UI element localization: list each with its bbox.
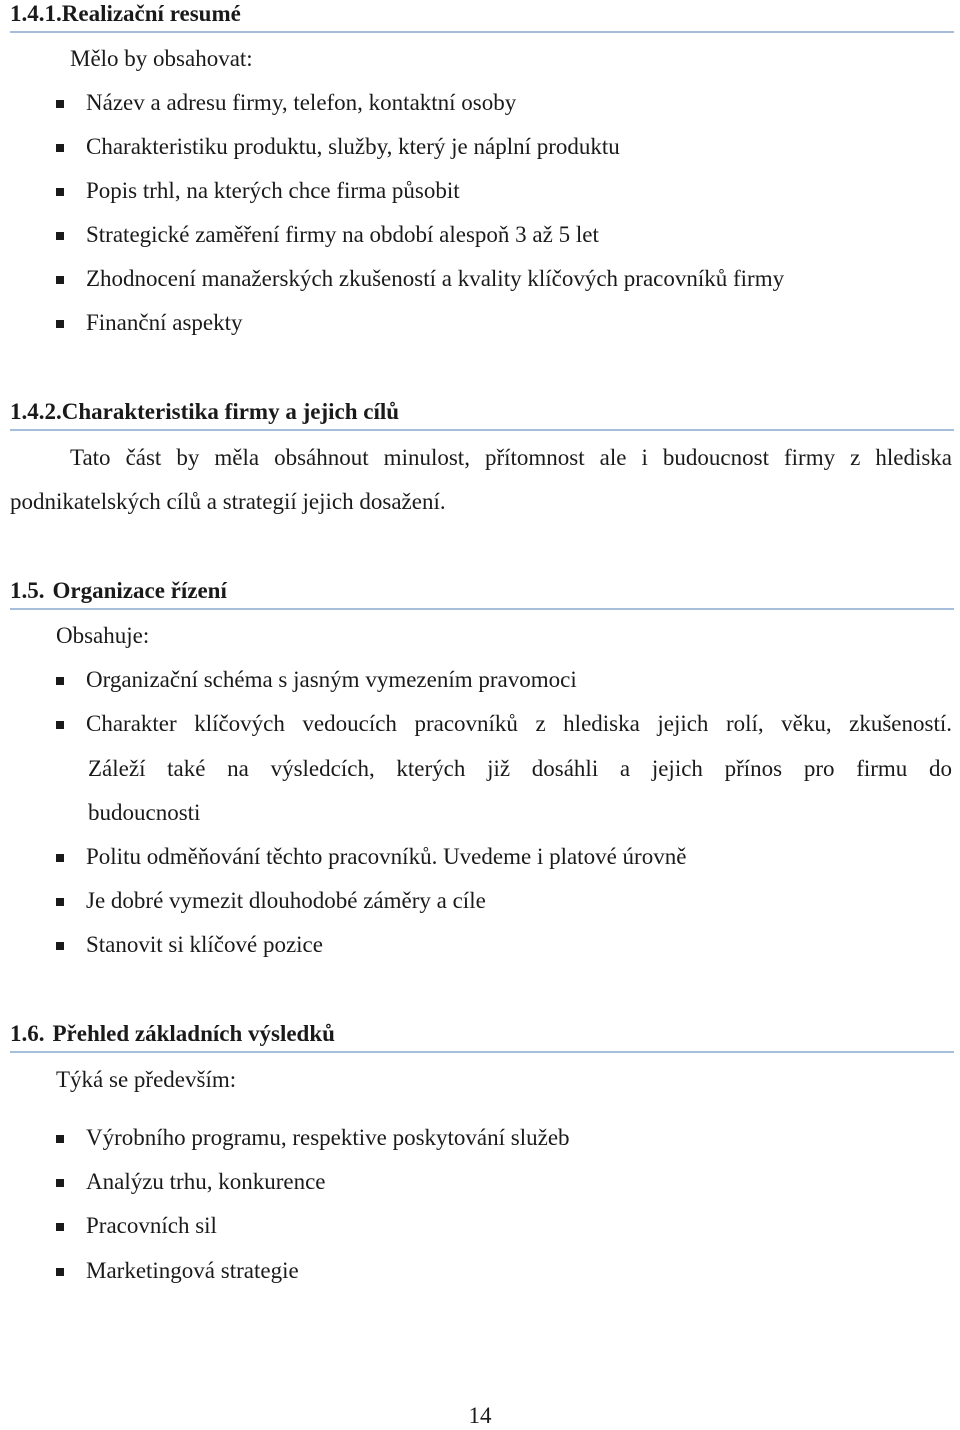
heading-1-4-1 [10,0,954,33]
bullet-icon [56,942,64,950]
heading-title: Organizace řízení [52,578,227,603]
heading-number: 1.5. [10,578,45,603]
page-number: 14 [468,1403,492,1428]
bullet-icon [56,854,64,862]
list-item: Výrobního programu, respektive poskytování služeb [86,1125,570,1150]
bullet-icon [56,677,64,685]
list-item: Popis trhl, na kterých chce firma působit [86,178,460,203]
bullet-icon [56,1135,64,1143]
heading-title: Přehled základních výsledků [52,1021,335,1046]
list-item: Finanční aspekty [86,310,243,335]
bullet-icon [56,1268,64,1276]
heading-title: Charakteristika firmy a jejich cílů [61,399,400,424]
intro-text: Týká se především: [56,1067,237,1092]
list-item-line: Charakter klíčových vedoucích pracovníků z hlediska jejich rolí, věku, zkušeností. [86,711,952,736]
list-item: Organizační schéma s jasným vymezením pravomoci [86,667,577,692]
intro-text: Mělo by obsahovat: [70,46,253,71]
bullet-icon [56,276,64,284]
list-item: Politu odměňování těchto pracovníků. Uvedeme i platové úrovně [86,844,687,869]
bullet-icon [56,1223,64,1231]
bullet-icon [56,232,64,240]
list-item: Analýzu trhu, konkurence [86,1169,326,1194]
bullet-icon [56,144,64,152]
heading-number: 1.6. [10,1021,45,1046]
list-item: Marketingová strategie [86,1258,299,1283]
heading-number: 1.4.1. [10,1,62,26]
list-item: Pracovních sil [86,1213,217,1238]
heading-1-6 [10,1020,954,1053]
paragraph-line: podnikatelských cílů a strategií jejich dosažení. [10,489,446,514]
bullet-icon [56,721,64,729]
heading-title: Realizační resumé [61,1,241,26]
bullet-icon [56,898,64,906]
list-item: Stanovit si klíčové pozice [86,932,323,957]
list-item: Charakteristiku produktu, služby, který je náplní produktu [86,134,620,159]
bullet-icon [56,188,64,196]
paragraph-line: Tato část by měla obsáhnout minulost, přítomnost ale i budoucnost firmy z hlediska [70,445,952,470]
intro-text: Obsahuje: [56,623,150,648]
bullet-icon [56,1179,64,1187]
list-item: Je dobré vymezit dlouhodobé záměry a cíle [86,888,486,913]
list-item: Strategické zaměření firmy na období alespoň 3 až 5 let [86,222,599,247]
list-item-line: budoucnosti [88,800,201,825]
heading-1-4-2 [10,398,954,431]
list-item: Název a adresu firmy, telefon, kontaktní osoby [86,90,517,115]
list-item-line: Záleží také na výsledcích, kterých již dosáhli a jejich přínos pro firmu do [88,756,952,781]
heading-1-5 [10,577,954,610]
list-item: Zhodnocení manažerských zkušeností a kvality klíčových pracovníků firmy [86,266,785,291]
bullet-icon [56,320,64,328]
heading-number: 1.4.2. [10,399,62,424]
bullet-icon [56,100,64,108]
